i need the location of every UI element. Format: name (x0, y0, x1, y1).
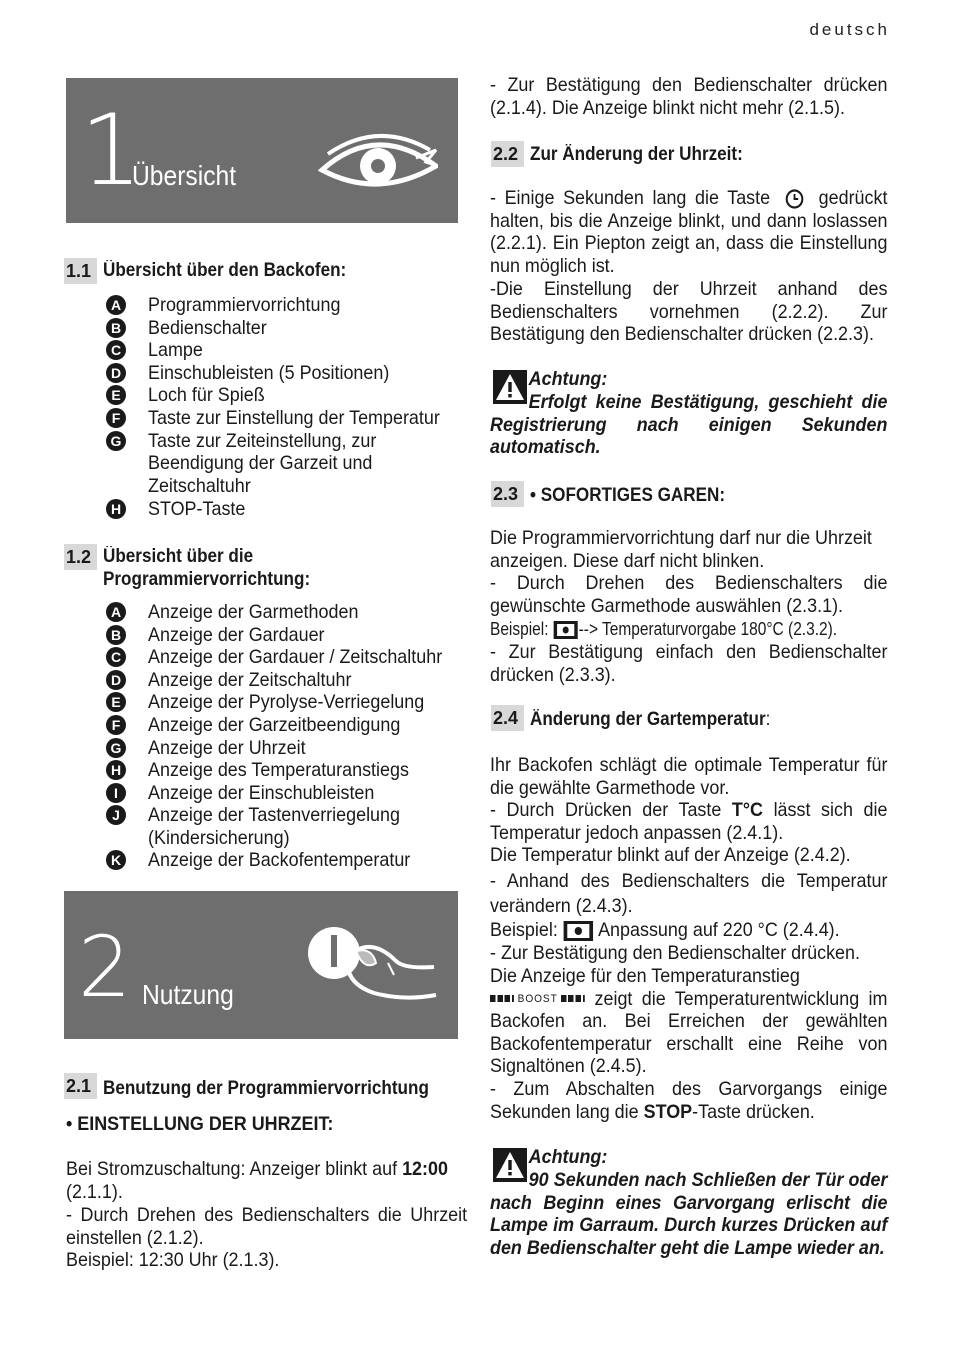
section-title: Übersicht über den Backofen: (103, 260, 347, 281)
list-item-label: Taste zur Einstellung der Temperatur (148, 407, 440, 429)
eye-icon (318, 130, 438, 196)
boost-indicator-icon (490, 993, 585, 1005)
list-item (106, 294, 468, 317)
text: : (765, 709, 771, 730)
list-item (106, 498, 468, 521)
section-title (103, 545, 310, 591)
list-item (106, 624, 468, 647)
paragraph (490, 618, 879, 641)
list-item-label: Anzeige der Gardauer (148, 623, 325, 646)
list-item-label: Anzeige der Zeitschaltuhr (148, 668, 352, 691)
list-item-label: Lampe (148, 339, 203, 362)
list-item-label: Anzeige der Pyrolyse-Verriegelung (148, 691, 425, 714)
text: - Durch Drücken der Taste (490, 799, 732, 821)
list-item (106, 384, 468, 407)
paragraph: - Durch Drehen des Bedienschalters die Uhrzeit einstellen (2.1.2). (66, 1204, 468, 1249)
paragraph: Die Programmiervorrichtung darf nur die Uhrzeit anzeigen. Diese darf nicht blinken. (490, 527, 872, 572)
list-item-label: Einschubleisten (5 Positionen) (148, 361, 390, 384)
list-item-label: STOP-Taste (148, 497, 246, 520)
warning-title: Achtung: (528, 368, 608, 390)
section-banner-overview (66, 78, 458, 223)
list-item (106, 691, 468, 714)
finger-press-icon (304, 917, 444, 1007)
warning-box (490, 368, 888, 459)
text: Bei Stromzuschaltung: Anzeiger blinkt auf (66, 1158, 403, 1180)
banner-number: 2 (78, 918, 132, 1016)
paragraph (490, 187, 887, 277)
language-label: deutsch (809, 20, 890, 39)
text: Beispiel: (490, 619, 549, 639)
text-bold: STOP (643, 1100, 693, 1123)
section-title (530, 708, 770, 731)
section-heading-2-4 (491, 705, 797, 731)
list-item (106, 714, 468, 737)
list-item-label: Anzeige der Garzeitbeendigung (148, 714, 401, 736)
list-item (106, 646, 468, 669)
list-item-letter-badge: F (106, 408, 126, 428)
list-item (106, 849, 468, 872)
list-item (106, 407, 468, 430)
section-heading-1-2 (64, 544, 333, 591)
paragraph (490, 965, 887, 1078)
section-title: Benutzung der Programmiervorrichtung (103, 1078, 429, 1099)
banner-title: Nutzung (142, 979, 234, 1010)
text: --> Temperaturvorgabe 180°C (2.3.2). (578, 619, 838, 639)
list-item-label: Loch für Spieß (148, 384, 265, 407)
paragraph: - Zur Bestätigung den Bedienschalter drücken (2.1.4). Die Anzeige blinkt nicht mehr (2.1.5). (490, 74, 888, 119)
section-heading-1-1 (64, 258, 373, 284)
list-item (106, 339, 468, 362)
paragraph: - Zur Bestätigung den Bedienschalter drücken. (490, 942, 860, 964)
paragraph: - Durch Drehen des Bedienschalters die gewünschte Garmethode auswählen (2.3.1). (490, 572, 888, 617)
text: - Einige Sekunden lang die Taste (490, 187, 771, 209)
paragraph (490, 799, 887, 844)
text: Die Anzeige für den Temperaturanstieg (490, 965, 800, 987)
warning-title: Achtung: (528, 1146, 608, 1168)
section-number: 2.1 (64, 1073, 97, 1099)
text: - Zum Abschalten des Garvorgangs einige Sekunden lang die (490, 1078, 888, 1123)
list-item (106, 317, 468, 340)
list-item-letter-badge: H (106, 499, 126, 519)
text: zeigt die Temperaturentwicklung im Backofen an. Bei Erreichen der gewählten Backofentemperatur erschallt eine Reihe von Signaltönen (2.4.5). (490, 987, 888, 1078)
list-item-letter-badge: C (106, 647, 126, 667)
list-item-letter-badge: J (106, 805, 126, 825)
list-item-label: Taste zur Zeiteinstellung, zur Beendigung der Garzeit und Zeitschaltuhr (148, 429, 377, 497)
section-title-line-2: Programmiervorrichtung: (103, 569, 311, 590)
list-item-label: Anzeige der Gardauer / Zeitschaltuhr (148, 646, 443, 669)
text: (2.1.1). (66, 1180, 123, 1203)
section-heading-2-3 (491, 481, 747, 507)
list-item (106, 759, 468, 782)
section-number: 2.4 (491, 705, 524, 731)
section-number: 1.2 (64, 544, 97, 570)
paragraph (490, 919, 887, 942)
text: -Taste drücken. (692, 1100, 815, 1123)
text-bold: T°C (731, 799, 764, 821)
list-item (106, 362, 468, 385)
paragraph: - Zur Bestätigung einfach den Bedienschalter drücken (2.3.3). (490, 641, 888, 686)
list-item-letter-badge: B (106, 625, 126, 645)
paragraph: -Die Einstellung der Uhrzeit anhand des Bedienschalters vornehmen (2.2.2). Zur Bestätigung den Bedienschalter drücken (2.2.3). (490, 278, 888, 346)
paragraph: Beispiel: 12:30 Uhr (2.1.3). (66, 1249, 280, 1271)
list-item-label: Anzeige der Einschubleisten (148, 781, 375, 804)
section-title: Zur Änderung der Uhrzeit: (530, 144, 743, 165)
list-item-letter-badge: G (106, 431, 126, 451)
list-item-letter-badge: B (106, 318, 126, 338)
list-item-letter-badge: I (106, 783, 126, 803)
text-bold: 12:00 (402, 1158, 448, 1180)
section-number: 2.2 (491, 141, 524, 167)
text: Anpassung auf 220 °C (2.4.4). (598, 919, 840, 941)
list-item-letter-badge: A (106, 295, 126, 315)
list-item-letter-badge: E (106, 692, 126, 712)
list-item-letter-badge: D (106, 363, 126, 383)
warning-text: 90 Sekunden nach Schließen der Tür oder nach Beginn eines Garvorgang erlischt die Lampe im Garraum. Durch kurzes Drücken auf den Bedienschalter geht die Lampe wieder an. (490, 1168, 888, 1260)
list-item-letter-badge: A (106, 602, 126, 622)
section-title: • SOFORTIGES GAREN: (530, 485, 726, 506)
banner-title: Übersicht (132, 160, 237, 191)
banner-number: 1 (80, 94, 143, 208)
clock-icon (779, 189, 810, 209)
list-item-letter-badge: K (106, 850, 126, 870)
list-item-letter-badge: C (106, 340, 126, 360)
section-banner-usage (64, 891, 458, 1039)
list-item-letter-badge: G (106, 738, 126, 758)
section-heading-2-2 (491, 141, 766, 167)
oven-mode-icon (563, 920, 594, 942)
list-item (106, 669, 468, 692)
list-item (106, 782, 468, 805)
oven-mode-icon (553, 620, 579, 640)
text: gedrückt halten, bis die Anzeige blinkt, und dann loslassen (2.2.1). Ein Piepton zeigt an, dass die Einstellung nun möglich ist. (490, 187, 888, 277)
list-item (106, 601, 468, 624)
section-heading-2-1 (64, 1073, 465, 1100)
paragraph (66, 1158, 467, 1203)
section-title-line-1: Übersicht über die (103, 546, 254, 567)
paragraph: - Anhand des Bedienschalters die Temperatur verändern (2.4.3). (490, 870, 888, 917)
paragraph: Die Temperatur blinkt auf der Anzeige (2.4.2). (490, 844, 851, 866)
list-item-label: Anzeige des Temperaturanstiegs (148, 759, 409, 782)
list-item-label: Anzeige der Garmethoden (148, 601, 359, 623)
list-item-label: Anzeige der Tastenverriegelung (Kindersicherung) (148, 804, 400, 849)
list-item-label: Bedienschalter (148, 316, 267, 339)
list-item-letter-badge: H (106, 760, 126, 780)
text: Beispiel: (490, 919, 558, 941)
section-number: 1.1 (64, 258, 97, 284)
list-item (106, 737, 468, 760)
list-item-letter-badge: E (106, 385, 126, 405)
list-item (106, 430, 468, 498)
list-item-letter-badge: F (106, 715, 126, 735)
warning-text: Erfolgt keine Bestätigung, geschieht die Registrierung nach einigen Sekunden automatisch. (490, 390, 888, 459)
list-item-letter-badge: D (106, 670, 126, 690)
boost-label: BOOST (517, 993, 558, 1006)
list-item-label: Anzeige der Backofentemperatur (148, 849, 411, 872)
section-number: 2.3 (491, 481, 524, 507)
paragraph (490, 1078, 887, 1123)
text: Änderung der Gartemperatur (530, 709, 766, 730)
list-item (106, 804, 468, 849)
list-item-label: Anzeige der Uhrzeit (148, 736, 306, 759)
paragraph: Ihr Backofen schlägt die optimale Temperatur für die gewählte Garmethode vor. (490, 754, 888, 799)
list-item-label: Programmiervorrichtung (148, 294, 341, 316)
subheading: • EINSTELLUNG DER UHRZEIT: (66, 1113, 334, 1135)
text: lässt sich die Temperatur jedoch anpassen (2.4.1). (490, 799, 888, 844)
warning-box (490, 1146, 888, 1260)
